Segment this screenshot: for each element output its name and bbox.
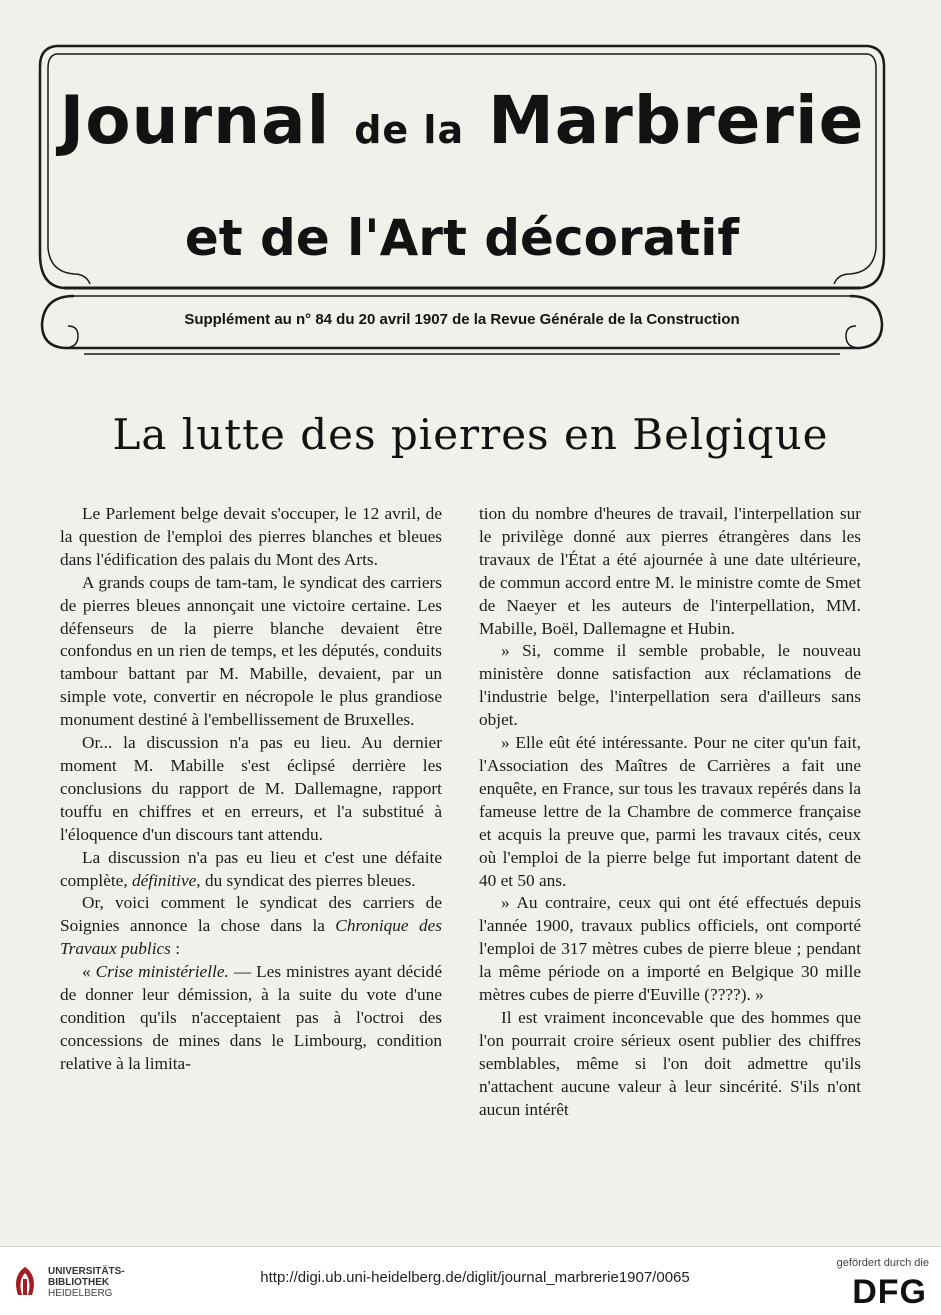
library-name	[48, 1266, 125, 1299]
paragraph-text: La discussion n'a pas eu lieu et c'est une défaite complète,	[60, 847, 442, 890]
title-de-la: de la	[354, 108, 465, 152]
footer-bar	[0, 1246, 941, 1315]
italic-title: définitive	[131, 870, 197, 890]
masthead	[34, 34, 890, 359]
masthead-subtitle: et de l'Art décoratif	[184, 209, 740, 267]
title-marbrerie: Marbrerie	[488, 82, 865, 159]
paragraph	[60, 892, 442, 961]
source-url-link[interactable]: http://digi.ub.uni-heidelberg.de/diglit/journal_marbrerie1907/0065	[260, 1269, 690, 1286]
funded-by-label: gefördert durch die	[836, 1257, 929, 1269]
paragraph: » Au contraire, ceux qui ont été effectués depuis l'année 1900, travaux publics officiels, ont comporté l'emploi de 317 mètres cubes de pierre bleue ; pendant la même période on a importé en Belgique 30 mille mètres cubes de pierre d'Euville (????). »	[479, 893, 861, 1005]
paragraph: » Si, comme il semble probable, le nouveau ministère donne satisfaction aux réclamations de l'industrie belge, l'interpellation sera d'ailleurs sans objet.	[479, 641, 861, 730]
paragraph: Le Parlement belge devait s'occuper, le 12 avril, de la question de l'emploi des pierres blanches et bleues dans l'édification des palais du Mont des Arts.	[60, 504, 442, 569]
library-line-2: BIBLIOTHEK	[48, 1277, 110, 1288]
paragraph: Il est vraiment inconcevable que des hommes que l'on pourrait croire sérieux osent publier des chiffres semblables, même si l'on doit admettre qu'ils n'attachent aucune valeur à leur sincérité. S'ils n'ont aucun intérêt	[479, 1007, 861, 1119]
italic-title: Crise ministérielle.	[95, 962, 229, 982]
paragraph-text: Or, voici comment le syndicat des carriers de Soignies annonce la chose dans la	[60, 893, 442, 936]
library-line-1: UNIVERSITÄTS-	[48, 1266, 125, 1277]
paragraph-text: — Les ministres ayant décidé de donner leur démission, à la suite du vote d'une condition qu'ils n'acceptaient pas à l'octroi des concessions de mines dans le Limbourg, condition relative à la limita-	[60, 962, 442, 1073]
supplement-line: Supplément au n° 84 du 20 avril 1907 de la Revue Générale de la Construction	[184, 311, 740, 328]
paragraph: Or... la discussion n'a pas eu lieu. Au dernier moment M. Mabille s'est éclipsé derrière les conclusions du rapport de M. Dallemagne, rapport touffu en chiffres et en erreurs, et l'a substitué à l'éloquence d'un discours tant attendu.	[60, 733, 442, 844]
article-headline: La lutte des pierres en Belgique	[112, 410, 829, 459]
paragraph-text: «	[82, 962, 96, 982]
italic-title: Chronique des Travaux publics	[60, 916, 442, 959]
paragraph: A grands coups de tam-tam, le syndicat des carriers de pierres bleues annonçait une victoire certaine. Les défenseurs de la pierre blanche devaient être confondus en un rien de temps, et les députés, conduits tambour battant par M. Mabille, devaient, par un simple vote, convertir en nécropole le plus grandiose monument destiné à l'embellissement de Bruxelles.	[60, 572, 442, 730]
paragraph: » Elle eût été intéressante. Pour ne citer qu'un fait, l'Association des Maîtres de Carrières a fait une enquête, en France, sur tous les travaux repérés dans la fameuse lettre de la Chambre de commerce française et acquis la preuve que, parmi les travaux cités, ceux où l'emploi de la pierre belge fut important datent de 40 et 50 ans.	[479, 733, 861, 890]
dfg-logo: DFG	[852, 1273, 927, 1311]
paragraph-text: :	[170, 939, 181, 959]
title-journal: Journal	[59, 82, 331, 159]
right-column	[479, 503, 861, 1121]
paragraph-text: , du syndicat des pierres bleues.	[196, 870, 416, 890]
paragraph	[60, 847, 442, 893]
paragraph	[60, 961, 442, 1076]
university-logo-icon	[10, 1265, 40, 1299]
paragraph: tion du nombre d'heures de travail, l'interpellation sur le privilège donné aux pierres étrangères dans les travaux de l'État a été ajournée à une date ultérieure, de commun accord entre M. le ministre comte de Smet de Naeyer et les auteurs de l'interpellation, MM. Mabille, Boël, Dallemagne et Hubin.	[479, 504, 861, 638]
left-column	[60, 503, 442, 1076]
library-line-3: HEIDELBERG	[48, 1288, 113, 1299]
masthead-title	[34, 82, 890, 159]
